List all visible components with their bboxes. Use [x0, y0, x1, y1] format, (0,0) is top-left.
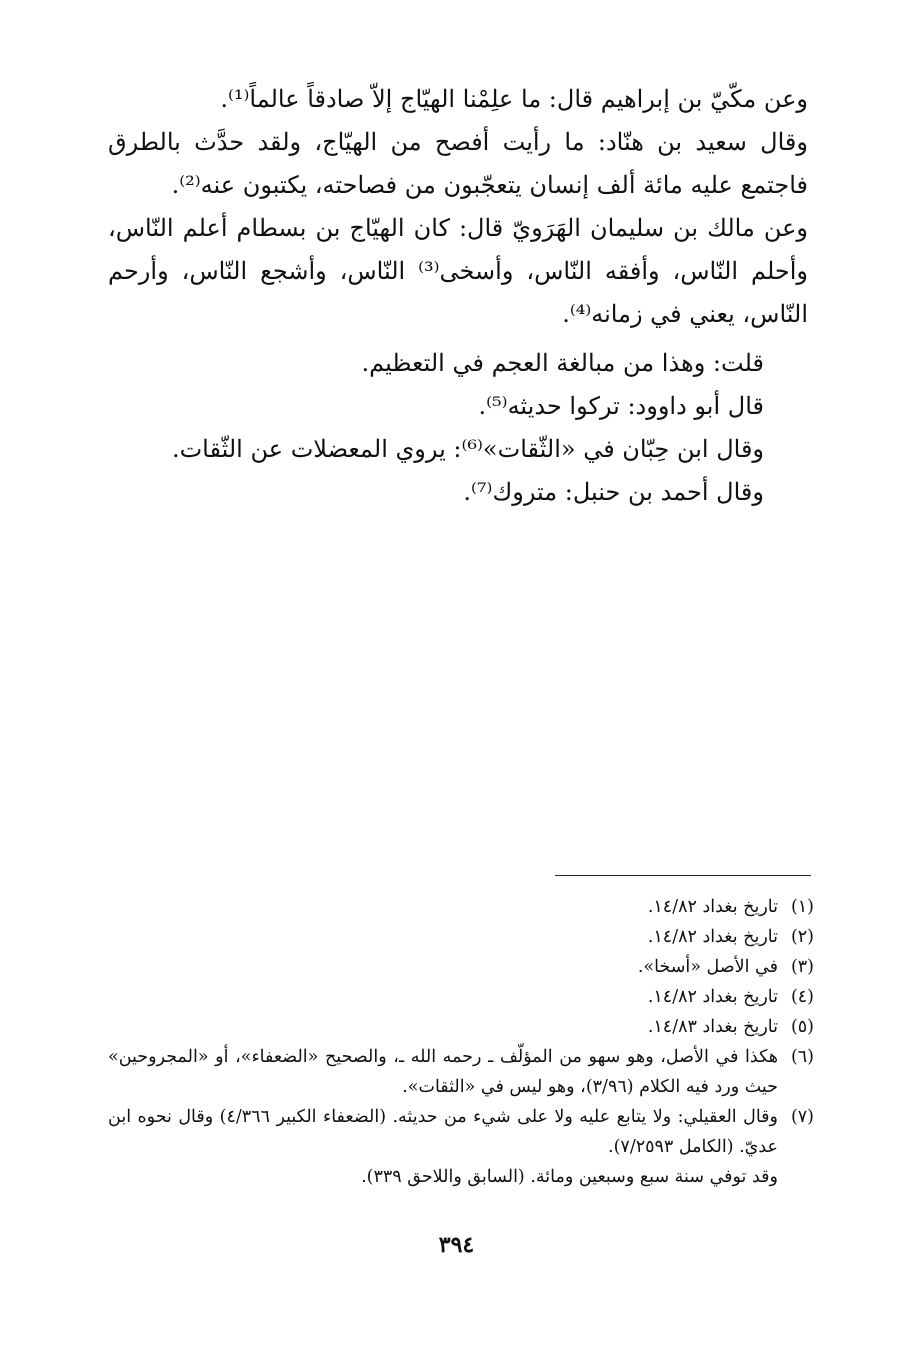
footnote-text: في الأصل «أسخا». [637, 957, 778, 977]
footnote-text: تاريخ بغداد ١٤/٨٣. [647, 1017, 778, 1037]
footnote-text: تاريخ بغداد ١٤/٨٢. [647, 927, 778, 947]
footnote [108, 1042, 814, 1102]
note-author-comment: قلت: وهذا من مبالغة العجم في التعظيم. [361, 349, 764, 377]
paragraph-said: وقال سعيد بن هنّاد: ما رأيت أفصح من الهيّاج، ولقد حدَّث بالطرق فاجتمع عليه مائة ألف إنسان يتعجّبون من فصاحته، يكتبون عنه⁽²⁾. [108, 128, 808, 199]
main-text [108, 78, 808, 514]
note-ibn-hibban: وقال ابن حِبّان في «الثّقات»⁽⁶⁾: يروي المعضلات عن الثّقات. [171, 435, 764, 463]
note-abu-dawud: قال أبو داوود: تركوا حديثه⁽⁵⁾. [478, 392, 764, 420]
footnote-number: (٤) [790, 987, 814, 1007]
footnote-number: (٣) [790, 957, 814, 977]
footnote-number: (٦) [790, 1047, 814, 1067]
footnote [108, 1102, 814, 1162]
footnote [108, 922, 814, 952]
footnote-number: (١) [790, 897, 814, 917]
footnote-text: وقال العقيلي: ولا يتابع عليه ولا على شيء من حديثه. (الضعفاء الكبير ٤/٣٦٦) وقال نحوه ابن عديّ. (الكامل ٧/٢٥٩٣). [108, 1107, 778, 1157]
footnote-number: (٢) [790, 927, 814, 947]
footnote-text: تاريخ بغداد ١٤/٨٢. [647, 987, 778, 1007]
footnote-text: هكذا في الأصل، وهو سهو من المؤلّف ـ رحمه الله ـ، والصحيح «الضعفاء»، أو «المجروحين» حيث ورد فيه الكلام (٣/٩٦)، وهو ليس في «الثقات». [108, 1047, 778, 1097]
footnote [108, 1012, 814, 1042]
note-ahmad: وقال أحمد بن حنبل: متروك⁽⁷⁾. [463, 478, 764, 506]
page-number: ٣٩٤ [438, 1232, 475, 1258]
footnote-number: (٧) [790, 1107, 814, 1127]
footnote-divider [555, 875, 811, 876]
paragraph-makki: وعن مكّيّ بن إبراهيم قال: ما علِمْنا الهيّاج إلاّ صادقاً عالماً⁽¹⁾. [220, 85, 808, 113]
paragraph-malik: وعن مالك بن سليمان الهَرَويّ قال: كان الهيّاج بن بسطام أعلم النّاس، وأحلم النّاس، وأفقه النّاس، وأسخى⁽³⁾ النّاس، وأشجع النّاس، وأرحم النّاس، يعني في زمانه⁽⁴⁾. [108, 214, 808, 328]
footnote-text: تاريخ بغداد ١٤/٨٢. [647, 897, 778, 917]
footnote-continuation: وقد توفي سنة سبع وسبعين ومائة. (السابق واللاحق ٣٣٩). [361, 1167, 778, 1187]
footnote [108, 952, 814, 982]
footnote-number: (٥) [790, 1017, 814, 1037]
footnotes [108, 892, 814, 1192]
footnote [108, 892, 814, 922]
footnote [108, 982, 814, 1012]
